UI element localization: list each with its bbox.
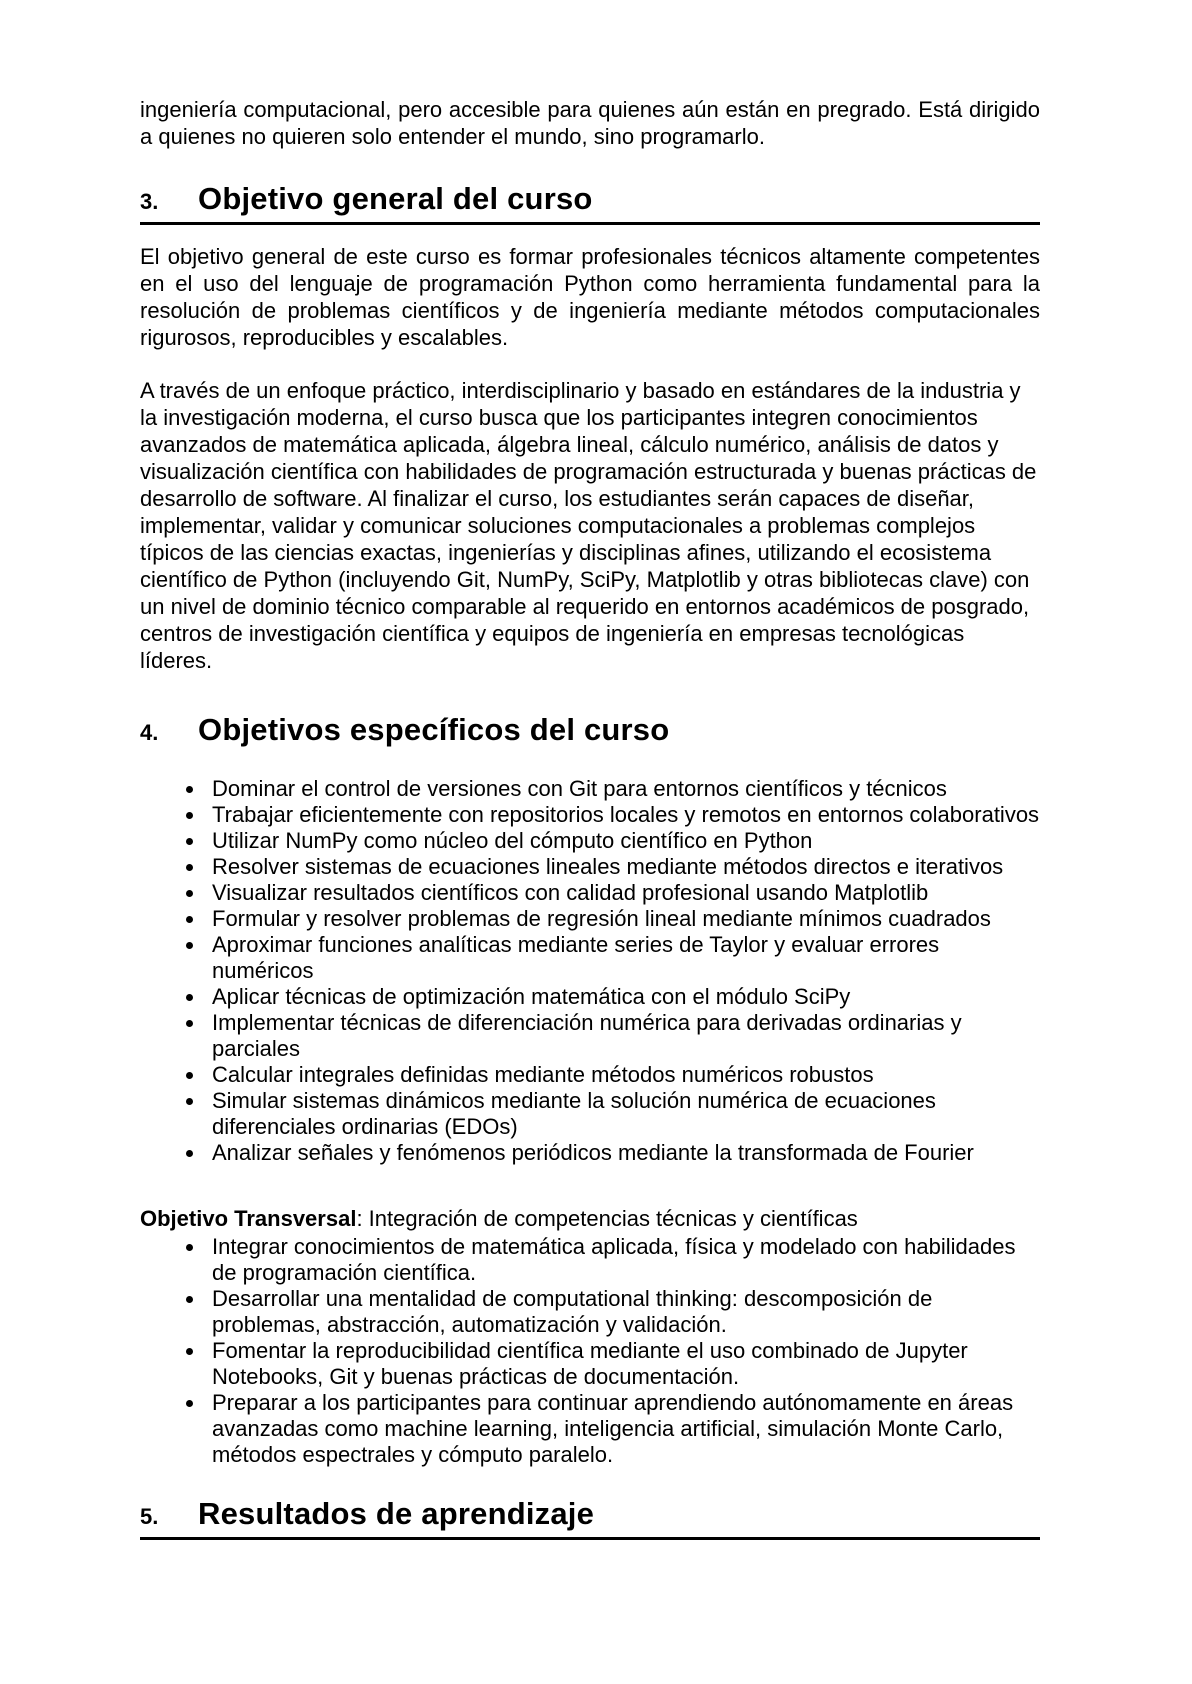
transversal-objective-text: : Integración de competencias técnicas y científicas — [356, 1206, 858, 1231]
section-3-title: Objetivo general del curso — [198, 181, 593, 216]
list-item: • Implementar técnicas de diferenciación numérica para derivadas ordinarias y parciales — [206, 1010, 1040, 1062]
section-4-title: Objetivos específicos del curso — [198, 712, 670, 747]
list-item: • Analizar señales y fenómenos periódicos mediante la transformada de Fourier — [206, 1140, 1040, 1166]
list-item: • Visualizar resultados científicos con calidad profesional usando Matplotlib — [206, 880, 1040, 906]
section-3-heading — [140, 181, 1040, 225]
list-item: • Utilizar NumPy como núcleo del cómputo científico en Python — [206, 828, 1040, 854]
list-item: • Calcular integrales definidas mediante métodos numéricos robustos — [206, 1062, 1040, 1088]
list-item: • Desarrollar una mentalidad de computational thinking: descomposición de problemas, abstracción, automatización y validación. — [206, 1286, 1040, 1338]
list-item: • Aplicar técnicas de optimización matemática con el módulo SciPy — [206, 984, 1040, 1010]
transversal-objectives-list — [140, 1234, 1040, 1468]
list-item: • Aproximar funciones analíticas mediante series de Taylor y evaluar errores numéricos — [206, 932, 1040, 984]
list-item: • Simular sistemas dinámicos mediante la solución numérica de ecuaciones diferenciales ordinarias (EDOs) — [206, 1088, 1040, 1140]
section-3-paragraph-2: A través de un enfoque práctico, interdisciplinario y basado en estándares de la industria y la investigación moderna, el curso busca que los participantes integren conocimientos avanzados de matemática aplicada, álgebra lineal, cálculo numérico, análisis de datos y visualización científica con habilidades de programación estructurada y buenas prácticas de desarrollo de software. Al finalizar el curso, los estudiantes serán capaces de diseñar, implementar, validar y comunicar soluciones computacionales a problemas complejos típicos de las ciencias exactas, ingenierías y disciplinas afines, utilizando el ecosistema científico de Python (incluyendo Git, NumPy, SciPy, Matplotlib y otras bibliotecas clave) con un nivel de dominio técnico comparable al requerido en entornos académicos de posgrado, centros de investigación científica y equipos de ingeniería en empresas tecnológicas líderes. — [140, 378, 1037, 673]
list-item: • Preparar a los participantes para continuar aprendiendo autónomamente en áreas avanzadas como machine learning, inteligencia artificial, simulación Monte Carlo, métodos espectrales y cómputo paralelo. — [206, 1390, 1040, 1468]
list-item: • Dominar el control de versiones con Git para entornos científicos y técnicos — [206, 776, 1040, 802]
transversal-objective-line — [140, 1206, 1040, 1232]
section-4-heading — [140, 712, 1040, 748]
section-5-title: Resultados de aprendizaje — [198, 1496, 595, 1531]
list-item: • Integrar conocimientos de matemática aplicada, física y modelado con habilidades de programación científica. — [206, 1234, 1040, 1286]
list-item: • Resolver sistemas de ecuaciones lineales mediante métodos directos e iterativos — [206, 854, 1040, 880]
section-5-number: 5. — [140, 1504, 159, 1529]
transversal-objective-label: Objetivo Transversal — [140, 1206, 357, 1231]
section-4-number: 4. — [140, 720, 159, 745]
intro-paragraph: ingeniería computacional, pero accesible para quienes aún están en pregrado. Está dirigido a quienes no quieren solo entender el mundo, sino programarlo. — [140, 97, 1040, 149]
section-3-paragraph-1: El objetivo general de este curso es formar profesionales técnicos altamente competentes en el uso del lenguaje de programación Python como herramienta fundamental para la resolución de problemas científicos y de ingeniería mediante métodos computacionales rigurosos, reproducibles y escalables. — [140, 244, 1040, 350]
section-5-heading — [140, 1496, 1040, 1540]
list-item: • Fomentar la reproducibilidad científica mediante el uso combinado de Jupyter Notebooks, Git y buenas prácticas de documentación. — [206, 1338, 1040, 1390]
section-3-number: 3. — [140, 189, 159, 214]
list-item: • Formular y resolver problemas de regresión lineal mediante mínimos cuadrados — [206, 906, 1040, 932]
objectives-list — [140, 776, 1040, 1166]
list-item: • Trabajar eficientemente con repositorios locales y remotos en entornos colaborativos — [206, 802, 1040, 828]
